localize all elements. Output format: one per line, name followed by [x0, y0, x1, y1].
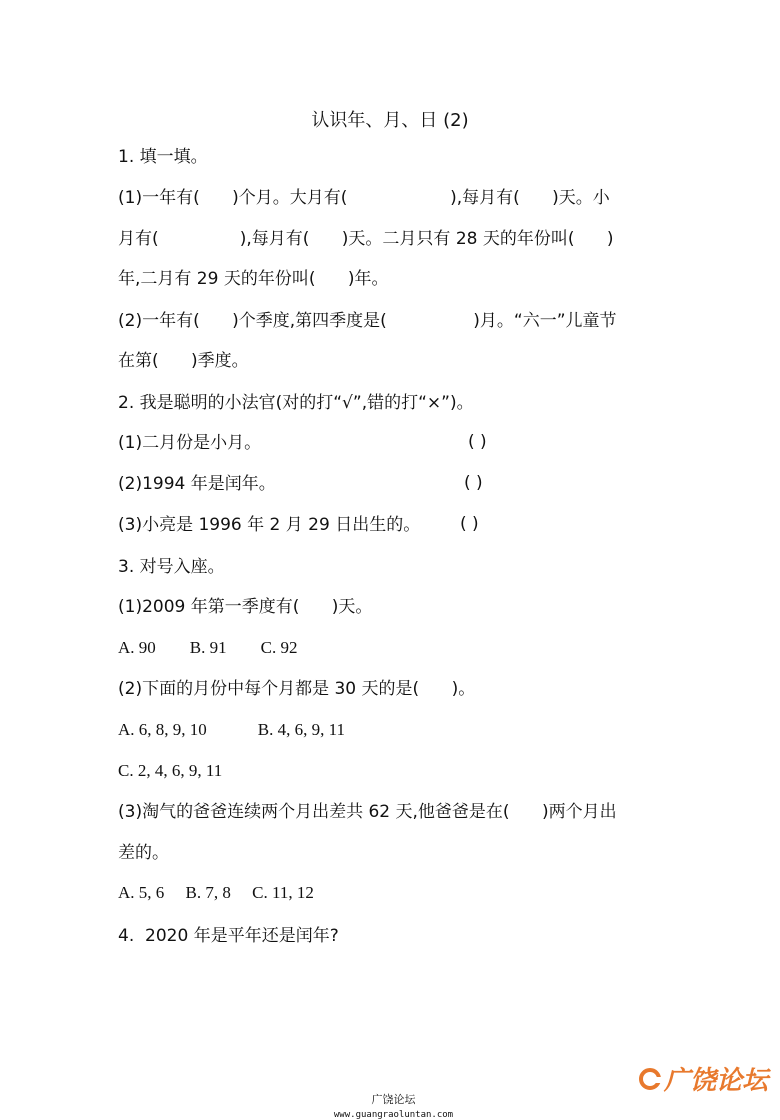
question-3-3-line-b: 差的。	[118, 843, 169, 863]
question-2-3: (3)小亮是 1996 年 2 月 29 日出生的。	[118, 515, 421, 535]
question-3-2-option-c: C. 2, 4, 6, 9, 11	[118, 761, 223, 780]
question-1-1-line-b: 月有( ),每月有( )天。二月只有 28 天的年份叫( )	[118, 229, 614, 249]
question-1-2-line-a: (2)一年有( )个季度,第四季度是( )月。“六一”儿童节	[118, 311, 617, 331]
footer-url: www.guangraoluntan.com	[333, 1110, 454, 1120]
question-1-1-line-a: (1)一年有( )个月。大月有( ),每月有( )天。小	[118, 188, 610, 208]
question-3-1-options: A. 90 B. 91 C. 92	[118, 638, 298, 657]
question-3-3-line-a: (3)淘气的爸爸连续两个月出差共 62 天,他爸爸是在( )两个月出	[118, 802, 617, 822]
logo-g-icon	[639, 1068, 661, 1090]
question-2-2: (2)1994 年是闰年。	[118, 474, 276, 494]
question-3-3-options: A. 5, 6 B. 7, 8 C. 11, 12	[118, 883, 314, 902]
question-1-1-line-c: 年,二月有 29 天的年份叫( )年。	[118, 269, 389, 289]
question-4: 4. 2020 年是平年还是闰年?	[118, 926, 339, 946]
site-logo	[639, 1060, 768, 1097]
question-3-2: (2)下面的月份中每个月都是 30 天的是( )。	[118, 679, 476, 699]
question-1-heading: 1. 填一填。	[118, 147, 208, 167]
page-title: 认识年、月、日 (2)	[311, 110, 469, 131]
question-3-2-options-ab: A. 6, 8, 9, 10 B. 4, 6, 9, 11	[118, 720, 345, 739]
answer-paren-2-1: ( )	[468, 432, 487, 452]
question-1-2-line-b: 在第( )季度。	[118, 351, 249, 371]
question-2-heading: 2. 我是聪明的小法官(对的打“√”,错的打“×”)。	[118, 393, 474, 413]
question-2-1: (1)二月份是小月。	[118, 433, 262, 453]
question-3-heading: 3. 对号入座。	[118, 557, 225, 577]
answer-paren-2-3: ( )	[460, 514, 479, 534]
footer-name: 广饶论坛	[371, 1093, 416, 1106]
logo-text: 广饶论坛	[663, 1066, 768, 1096]
answer-paren-2-2: ( )	[464, 473, 483, 493]
question-3-1: (1)2009 年第一季度有( )天。	[118, 597, 373, 617]
